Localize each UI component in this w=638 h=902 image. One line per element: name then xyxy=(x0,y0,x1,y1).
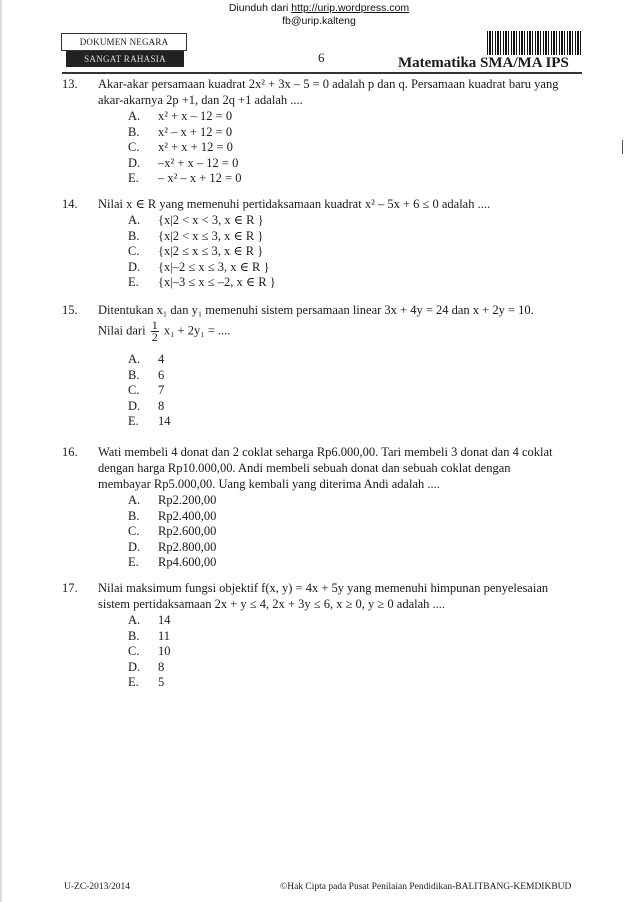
options-list xyxy=(128,109,241,187)
question-text: Nilai x ∈ R yang memenuhi pertidaksamaan kuadrat x² – 5x + 6 ≤ 0 adalah .... xyxy=(98,197,491,211)
option-c[interactable]: C. 10 xyxy=(128,644,171,658)
question-text: membayar Rp5.000,00. Uang kembali yang diterima Andi adalah .... xyxy=(98,477,440,491)
question-number: 17. xyxy=(62,581,78,595)
option-a[interactable]: A. 4 xyxy=(128,352,165,366)
option-d[interactable]: D. {x|–2 ≤ x ≤ 3, x ∈ R } xyxy=(128,259,270,274)
option-b[interactable]: B. 11 xyxy=(128,628,171,643)
option-a[interactable]: A. {x|2 < x < 3, x ∈ R } xyxy=(128,213,264,227)
option-e[interactable]: E. Rp4.600,00 xyxy=(128,555,217,569)
doc-label: DOKUMEN NEGARA xyxy=(61,33,187,51)
question-number: 14. xyxy=(62,197,78,211)
fb-handle: fb@urip.kalteng xyxy=(282,15,356,27)
download-prefix: Diunduh dari xyxy=(228,2,292,14)
option-b[interactable]: B. {x|2 < x ≤ 3, x ∈ R } xyxy=(128,228,264,243)
options-list xyxy=(128,493,216,571)
option-b[interactable]: B. Rp2.400,00 xyxy=(128,508,217,523)
option-d[interactable]: D. Rp2.800,00 xyxy=(128,539,217,554)
question-number: 13. xyxy=(62,77,78,91)
option-d[interactable]: D. 8 xyxy=(128,398,165,413)
option-b[interactable]: B. x² – x + 12 = 0 xyxy=(128,124,233,139)
options-list xyxy=(128,352,171,430)
question-text: Nilai maksimum fungsi objektif f(x, y) = 4x + 5y yang memenuhi himpunan penyelesaian xyxy=(98,581,549,595)
question-text: akar-akarnya 2p +1, dan 2q +1 adalah .... xyxy=(98,93,303,107)
fraction: $\frac{1}{2}$ xyxy=(151,318,158,344)
header-divider xyxy=(62,72,582,74)
question-number: 15. xyxy=(62,303,78,317)
question-number: 16. xyxy=(62,445,78,459)
option-e[interactable]: E. – x² – x + 12 = 0 xyxy=(128,171,242,185)
option-d[interactable]: D. –x² + x – 12 = 0 xyxy=(128,155,239,170)
barcode xyxy=(487,31,582,55)
scan-edge xyxy=(0,0,2,902)
option-c[interactable]: C. x² + x + 12 = 0 xyxy=(128,140,233,154)
option-d[interactable]: D. 8 xyxy=(128,659,165,674)
secret-label: SANGAT RAHASIA xyxy=(66,51,184,67)
question-text: sistem pertidaksamaan 2x + y ≤ 4, 2x + 3y ≤ 6, x ≥ 0, y ≥ 0 adalah .... xyxy=(98,597,446,611)
option-c[interactable]: C. {x|2 ≤ x ≤ 3, x ∈ R } xyxy=(128,244,264,258)
option-c[interactable]: C. 7 xyxy=(128,383,165,397)
download-header xyxy=(0,2,638,28)
option-e[interactable]: E. {x|–3 ≤ x ≤ –2, x ∈ R } xyxy=(128,275,276,289)
question-text: Wati membeli 4 donat dan 2 coklat seharga Rp6.000,00. Tari membeli 3 donat dan 4 coklat xyxy=(98,445,553,459)
margin-mark xyxy=(622,140,623,154)
footer-code: U-ZC-2013/2014 xyxy=(64,882,130,892)
page-number: 6 xyxy=(318,50,325,65)
option-a[interactable]: A. x² + x – 12 = 0 xyxy=(128,109,233,123)
question-text: Akar-akar persamaan kuadrat 2x² + 3x – 5 = 0 adalah p dan q. Persamaan kuadrat baru yang xyxy=(98,77,559,91)
option-e[interactable]: E. 14 xyxy=(128,414,171,428)
options-list xyxy=(128,613,171,691)
question-text: dengan harga Rp10.000,00. Andi membeli sebuah donat dan sebuah coklat dengan xyxy=(98,461,511,475)
option-a[interactable]: A. Rp2.200,00 xyxy=(128,493,217,507)
option-c[interactable]: C. Rp2.600,00 xyxy=(128,524,217,538)
question-text-expression: Nilai dari $\frac{1}{2}$ x₁ + 2y₁ = .... xyxy=(98,318,231,344)
subject-title: Matematika SMA/MA IPS xyxy=(398,55,569,71)
options-list xyxy=(128,213,276,291)
download-link[interactable]: http://urip.wordpress.com xyxy=(291,2,410,14)
footer-copyright: ©Hak Cipta pada Pusat Penilaian Pendidikan-BALITBANG-KEMDIKBUD xyxy=(280,882,572,892)
option-a[interactable]: A. 14 xyxy=(128,613,171,627)
option-e[interactable]: E. 5 xyxy=(128,675,165,689)
question-text: Ditentukan x₁ dan y₁ memenuhi sistem persamaan linear 3x + 4y = 24 dan x + 2y = 10. xyxy=(98,303,534,317)
option-b[interactable]: B. 6 xyxy=(128,367,165,382)
